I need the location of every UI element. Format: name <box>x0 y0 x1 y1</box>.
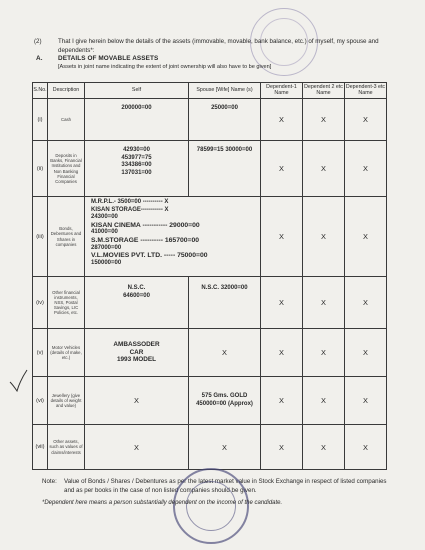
dependent-3-value: X <box>345 377 387 425</box>
dependent-2-value: X <box>303 141 345 197</box>
table-row <box>33 425 387 470</box>
dependent-3-value: X <box>345 425 387 470</box>
official-seal-stamp-bottom <box>173 468 249 544</box>
dependent-definition-footnote: *Dependent here means a person substantially dependent on the income of the candidate. <box>42 500 283 506</box>
spouse-line: 32000=00 <box>220 285 248 291</box>
dependent-1-value: X <box>261 99 303 141</box>
self-line: N.S.C. <box>127 285 146 291</box>
self-line: 1993 MODEL <box>116 356 157 364</box>
note-label: Note: <box>42 478 57 485</box>
table-row <box>33 197 387 277</box>
spouse-value: X <box>189 425 261 470</box>
dependent-2-value: X <box>303 425 345 470</box>
dependent-1-value: X <box>261 377 303 425</box>
dependent-1-value: X <box>261 329 303 377</box>
row-number: (iii) <box>33 197 48 277</box>
self-line: KISAN STORAGE----------- X <box>91 206 169 213</box>
intro-paragraph <box>36 38 386 55</box>
self-line: 200000=00 <box>121 105 152 111</box>
self-line: S.M.STORAGE ---------- 165700=00 <box>91 236 200 244</box>
self-line: 453977=75 <box>121 154 152 161</box>
self-value <box>85 99 189 141</box>
self-line: 42930=00 <box>123 147 150 153</box>
row-number: (v) <box>33 329 48 377</box>
dependent-1-value: X <box>261 277 303 329</box>
spouse-value <box>189 377 261 425</box>
spouse-value: X <box>189 329 261 377</box>
header-description: Description <box>48 83 85 99</box>
movable-assets-table <box>32 82 387 470</box>
spouse-value <box>189 99 261 141</box>
dependent-1-value: X <box>261 425 303 470</box>
row-description: Bonds, Debentures and Shares in companies <box>48 197 85 277</box>
table-row <box>33 329 387 377</box>
spouse-line: N.S.C. <box>201 285 220 291</box>
table-row <box>33 377 387 425</box>
row-description: Deposits in Banks, Financial Institutions and Non Banking Financial Companies <box>48 141 85 197</box>
dependent-2-value: X <box>303 377 345 425</box>
dependent-1-value: X <box>261 197 303 277</box>
spouse-line: (Approx) <box>227 400 253 407</box>
self-line: 64600=00 <box>123 292 150 299</box>
intro-text: That I give herein below the details of the assets (immovable, movable, bank balance, etc.) of myself, my spouse and dependents*: <box>58 38 379 54</box>
header-spouse: Spouse [Wife] Name (s) <box>189 83 261 99</box>
header-dependent-1: Dependent-1 Name <box>261 83 303 99</box>
dependent-1-value: X <box>261 141 303 197</box>
row-number: (i) <box>33 99 48 141</box>
header-dependent-2: Dependent 2 etc Name <box>303 83 345 99</box>
row-number: (iv) <box>33 277 48 329</box>
row-description: Motor Vehicles (details of make, etc.) <box>48 329 85 377</box>
dependent-3-value: X <box>345 197 387 277</box>
dependent-3-value: X <box>345 329 387 377</box>
table-row <box>33 141 387 197</box>
self-line: 334386=00 <box>121 162 152 169</box>
self-value <box>85 277 189 329</box>
dependent-2-value: X <box>303 99 345 141</box>
table-row <box>33 277 387 329</box>
header-sno: S.No. <box>33 83 48 99</box>
row-number: (vi) <box>33 377 48 425</box>
spouse-line: 25000=00 <box>211 105 238 111</box>
dependent-3-value: X <box>345 277 387 329</box>
spouse-value <box>189 277 261 329</box>
row-description: Jewellery (give details of weight and value) <box>48 377 85 425</box>
table-row <box>33 99 387 141</box>
row-description: Other financial instruments, NSS, Postal Savings, LIC Policies, etc. <box>48 277 85 329</box>
intro-number: (2) <box>34 38 42 45</box>
self-value <box>85 197 261 277</box>
self-line: CAR <box>129 348 144 356</box>
self-value <box>85 329 189 377</box>
self-value: X <box>85 377 189 425</box>
row-description: Other assets, such as values of claims/interests <box>48 425 85 470</box>
header-self: Self <box>85 83 189 99</box>
dependent-2-value: X <box>303 329 345 377</box>
self-line: 24300=00 <box>91 214 118 221</box>
dependent-2-value: X <box>303 197 345 277</box>
self-line: 137031=00 <box>121 169 152 176</box>
spouse-line: 78599=15 <box>196 147 224 153</box>
header-dependent-3: Dependent-3 etc Name <box>345 83 387 99</box>
dependent-2-value: X <box>303 277 345 329</box>
self-line: V.L.MOVIES PVT. LTD. ----- 75000=00 <box>91 252 208 260</box>
row-number: (vii) <box>33 425 48 470</box>
section-title: DETAILS OF MOVABLE ASSETS <box>58 55 159 62</box>
dependent-3-value: X <box>345 141 387 197</box>
self-value <box>85 141 189 197</box>
spouse-line: 575 Gms. GOLD <box>201 392 248 399</box>
self-line: KISAN CINEMA ----------- 29000=00 <box>91 221 200 229</box>
row-description: Cash <box>48 99 85 141</box>
self-value: X <box>85 425 189 470</box>
dependent-3-value: X <box>345 99 387 141</box>
spouse-line: 450000=00 <box>196 400 227 407</box>
row-number: (ii) <box>33 141 48 197</box>
table-header-row <box>33 83 387 99</box>
note-text: Value of Bonds / Shares / Debentures as per the latest market value in Stock Exchange in respect of listed companies and as per books in the case of non listed companies should be given. <box>64 478 387 494</box>
self-line: 287000=00 <box>91 244 122 251</box>
spouse-line: 30000=00 <box>225 147 253 153</box>
section-letter: A. <box>36 55 43 62</box>
section-subnote: [Assets in joint name indicating the extent of joint ownership will also have to be given] <box>58 64 272 70</box>
self-line: AMBASSODER <box>113 341 160 349</box>
spouse-value <box>189 141 261 197</box>
self-line: 150000=00 <box>91 259 122 266</box>
handwritten-tick-mark <box>8 368 28 394</box>
self-line: M.R.P.L.- 3500=00 ---------- X <box>91 199 169 205</box>
self-line: 41000=00 <box>91 229 118 236</box>
